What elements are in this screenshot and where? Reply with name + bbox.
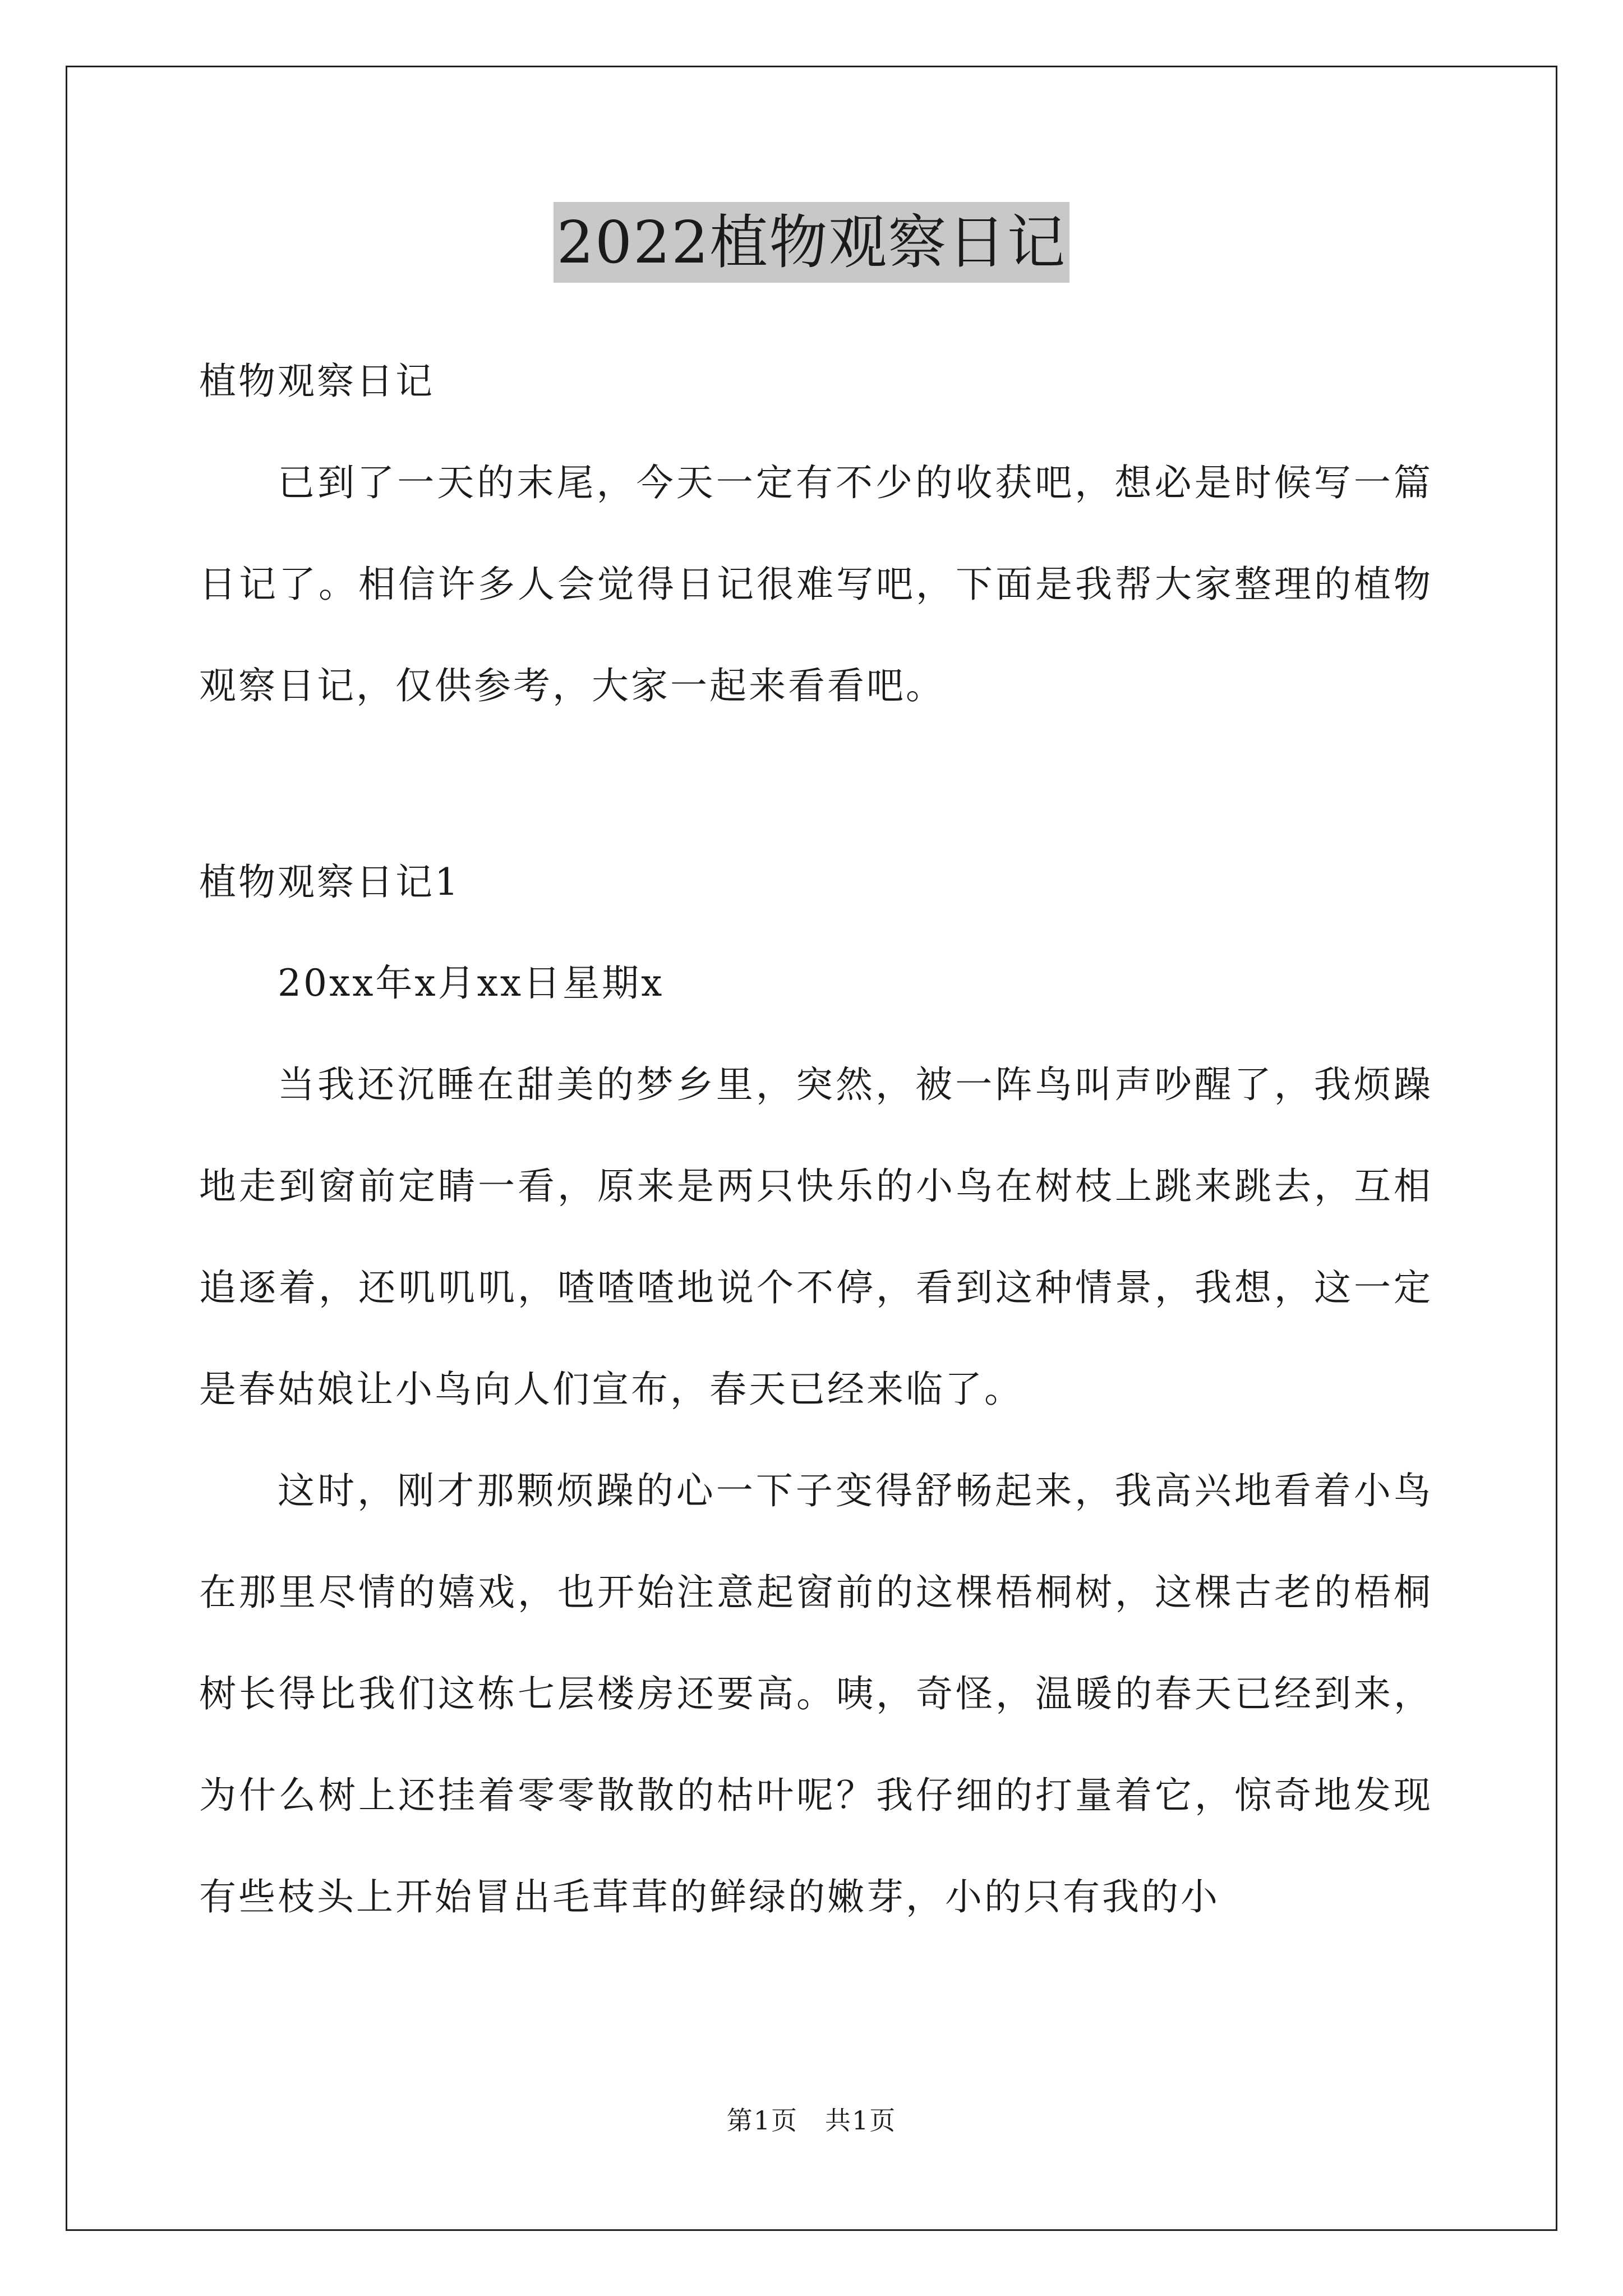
page-footer: 第1页 共1页 (726, 2105, 897, 2136)
intro-paragraph: 已到了一天的末尾，今天一定有不少的收获吧，想必是时候写一篇日记了。相信许多人会觉得日记很难写吧，下面是我帮大家整理的植物观察日记，仅供参考，大家一起来看看吧。 (199, 461, 1433, 707)
title-container (0, 202, 1623, 283)
document-body (199, 331, 1433, 1948)
body-paragraph: 这时，刚才那颗烦躁的心一下子变得舒畅起来，我高兴地看着小鸟在那里尽情的嬉戏，也开始注意起窗前的这棵梧桐树，这棵古老的梧桐树长得比我们这栋七层楼房还要高。咦，奇怪，温暖的春天已经到来，为什么树上还挂着零零散散的枯叶呢？我仔细的打量着它，惊奇地发现有些枝头上开始冒出毛茸茸的鲜绿的嫩芽，小的只有我的小 (199, 1469, 1433, 1918)
body-paragraph: 当我还沉睡在甜美的梦乡里，突然，被一阵鸟叫声吵醒了，我烦躁地走到窗前定睛一看，原来是两只快乐的小鸟在树枝上跳来跳去，互相追逐着，还叽叽叽，喳喳喳地说个不停，看到这种情景，我想，这一定是春姑娘让小鸟向人们宣布，春天已经来临了。 (199, 1063, 1433, 1411)
subtitle: 植物观察日记 (199, 360, 435, 403)
date-line: 20xx年x月xx日星期x (278, 961, 665, 1005)
section-spacer (199, 737, 1433, 832)
document-title: 2022植物观察日记 (554, 202, 1070, 283)
section-heading: 植物观察日记1 (199, 861, 460, 904)
